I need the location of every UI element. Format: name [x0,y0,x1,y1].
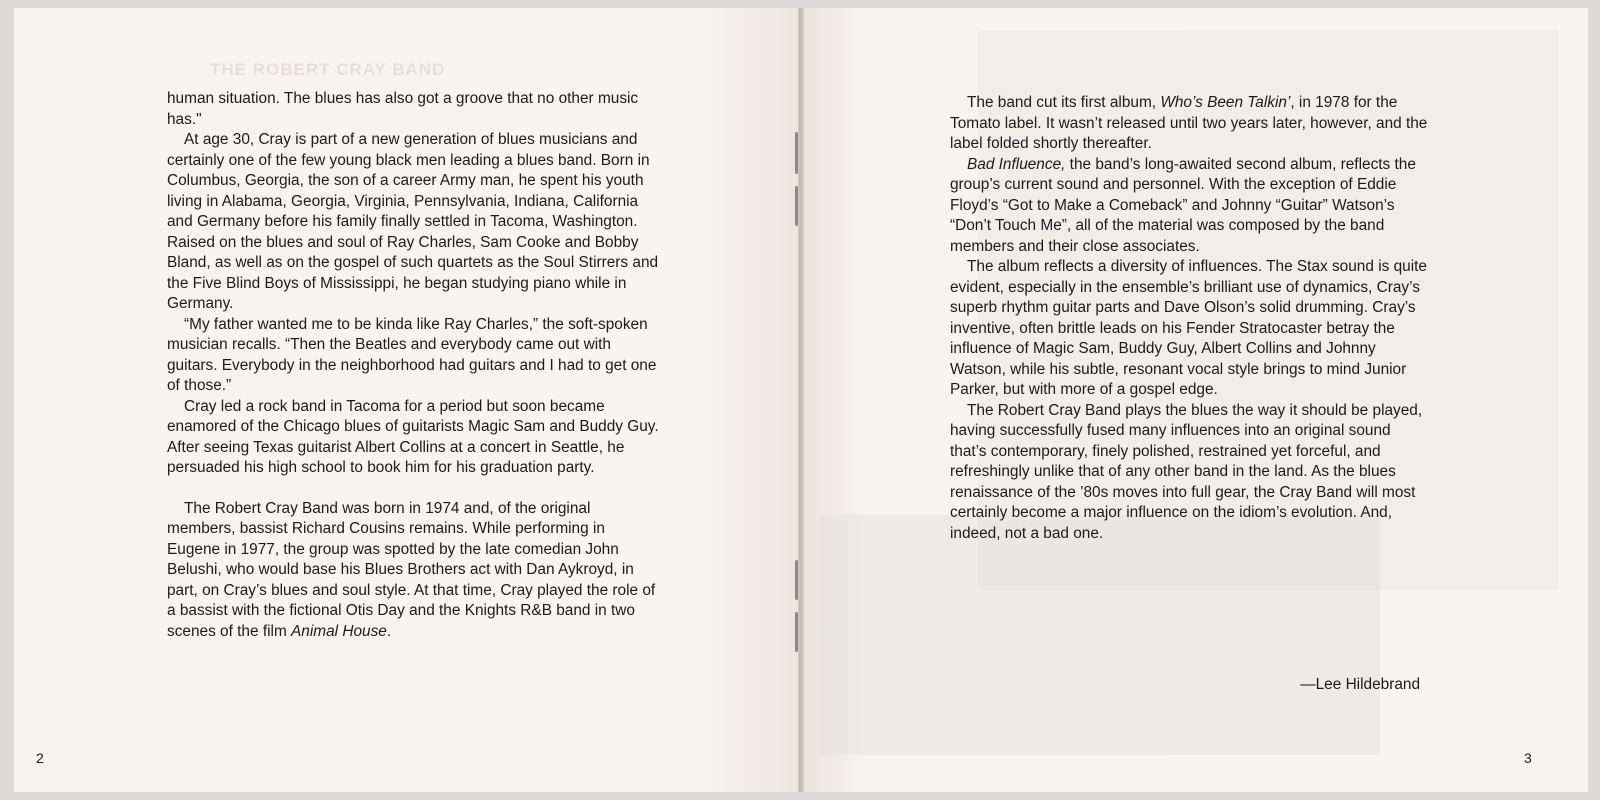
author-signature: —Lee Hildebrand [1300,676,1420,693]
paragraph [950,93,1430,155]
page-number-left: 2 [36,750,44,766]
paragraph-text: the band’s long-awaited second album, reflects the group’s current sound and personnel. With the exception of Eddie Floyd’s “Got to Make a Comeback” and Johnny “Guitar” Watson’s “Don’t Touch Me”, all of the material was composed by the band members and their close associates. [950,155,1416,255]
show-through-title: THE ROBERT CRAY BAND [210,60,446,79]
paragraph-text: The band cut its first album, [967,94,1157,111]
staple-bottom-2 [795,612,798,652]
film-title: Animal House [291,622,387,640]
staple-bottom [795,560,798,600]
album-title: Who’s Been Talkin’ [1160,94,1291,111]
paragraph: The Robert Cray Band plays the blues the way it should be played, having successfully fused many influences into an original sound that’s contemporary, finely polished, restrained yet forceful, and refreshingly unlike that of any other band in the land. As the blues renaissance of the ’80s moves into full gear, the Cray Band will most certainly become a major influence on the idiom’s evolution. And, indeed, not a bad one. [950,401,1423,542]
paragraph-text: , in 1978 for the Tomato label. It wasn’t released until two years later, however, and the label folded shortly thereafter. [950,94,1428,152]
book-spine [798,8,804,792]
paragraph: human situation. The blues has also got a groove that no other music has." [167,90,639,128]
staple-top-2 [795,186,798,226]
right-column-text [950,93,1430,544]
period: . [386,622,392,640]
paragraph: Cray led a rock band in Tacoma for a period but soon became enamored of the Chicago blues of guitarists Magic Sam and Buddy Guy. After seeing Texas guitarist Albert Collins at a concert in Seattle, he persuaded his high school to book him for his graduation party. [167,397,659,476]
left-column-text [167,89,659,642]
paragraph-text: The Robert Cray Band was born in 1974 and, of the original members, bassist Richard Cousins remains. While performing in Eugene in 1977, the group was spotted by the late comedian John Belushi, who would base his Blues Brothers act with Dan Aykroyd, in part, on Cray’s blues and soul style. At that time, Cray played the role of a bassist with the fictional Otis Day and the Knights R&B band in two scenes of the film [167,499,656,640]
page-number-right: 3 [1524,750,1532,766]
paragraph: “My father wanted me to be kinda like Ray Charles,” the soft-spoken musician recalls. “Then the Beatles and everybody came out with guitars. Everybody in the neighborhood had guitars and I had to get one of those.” [167,315,657,394]
show-through-photo-lower [820,515,1380,755]
paragraph [950,155,1430,258]
album-title: Bad Influence, [967,155,1066,173]
paragraph [167,499,659,643]
paragraph: At age 30, Cray is part of a new generation of blues musicians and certainly one of the few young black men leading a blues band. Born in Columbus, Georgia, the son of a career Army man, he spent his youth living in Alabama, Georgia, Virginia, Pennsylvania, Indiana, California and Germany before his family finally settled in Tacoma, Washington. Raised on the blues and soul of Ray Charles, Sam Cooke and Bobby Bland, as well as on the gospel of such quartets as the Soul Stirrers and the Five Blind Boys of Mississippi, he began studying piano while in Germany. [167,131,659,312]
staple-top [795,132,798,174]
paragraph: The album reflects a diversity of influences. The Stax sound is quite evident, especially in the ensemble’s brilliant use of dynamics, Cray’s superb rhythm guitar parts and Dave Olson’s solid drumming. Cray’s inventive, often brittle leads on his Fender Stratocaster betray the influence of Magic Sam, Buddy Guy, Albert Collins and Johnny Watson, while his subtle, resonant vocal style brings to mind Junior Parker, but with more of a gospel edge. [950,258,1427,398]
